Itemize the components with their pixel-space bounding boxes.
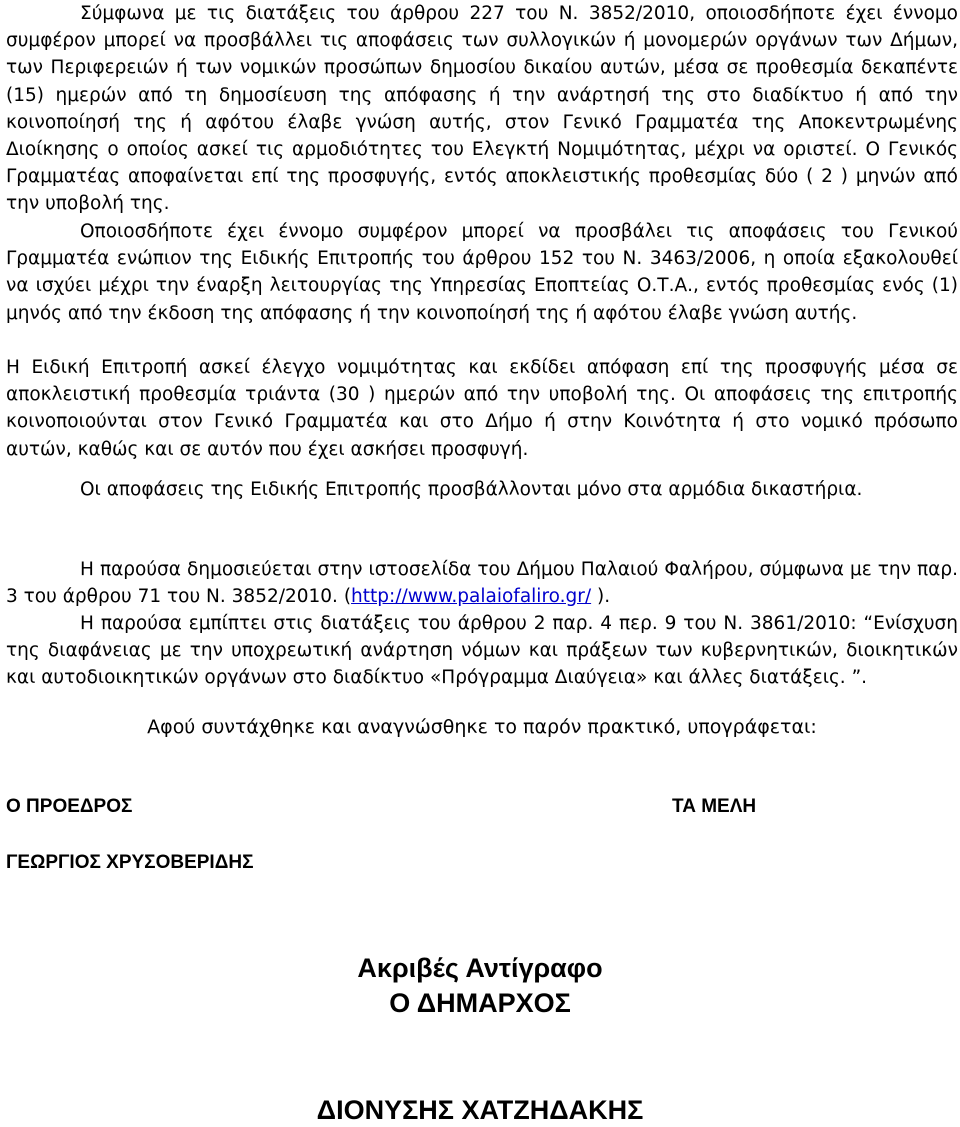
mayor-name: ΔΙΟΝΥΣΗΣ ΧΑΤΖΗΔΑΚΗΣ — [316, 1095, 644, 1125]
president-name: ΓΕΩΡΓΙΟΣ ΧΡΥΣΟΒΕΡΙΔΗΣ — [6, 852, 254, 873]
publication-text: Η παρούσα δημοσιεύεται στην ιστοσελίδα του Δήμου Παλαιού Φαλήρου, σύμφωνα με την παρ. 3 του άρθρου 71 του Ν. 3852/2010. ( — [6, 559, 958, 608]
paragraph-publication-notice — [6, 556, 958, 610]
paragraph-diavgeia-notice: Η παρούσα εμπίπτει στις διατάξεις του άρθρου 2 παρ. 4 περ. 9 του Ν. 3861/2010: “Ενίσχυση της διαφάνειας με την υποχρεωτική ανάρτηση νόμων και πράξεων των κυβερνητικών, διοικητικών και αυτοδιοικητικών οργάνων στο διαδίκτυο «Πρόγραμμα Διαύγεια» και άλλες διατάξεις. ”. — [6, 613, 958, 689]
paragraph-court-appeal: Οι αποφάσεις της Ειδικής Επιτροπής προσβάλλονται μόνο στα αρμόδια δικαστήρια. — [80, 479, 863, 500]
closing-statement: Αφού συντάχθηκε και αναγνώσθηκε το παρόν πρακτικό, υπογράφεται: — [147, 716, 817, 738]
municipality-website-link[interactable]: http://www.palaiofaliro.gr/ — [351, 586, 592, 608]
paragraph-appeal-deadline: Σύμφωνα με τις διατάξεις του άρθρου 227 του Ν. 3852/2010, οποιοσδήποτε έχει έννομο συμφέρον μπορεί να προσβάλλει τις αποφάσεις των συλλογικών ή μονομερών οργάνων των Δήμων, των Περιφερειών ή των νομικών προσώπων δημοσίου δικαίου αυτών, μέσα σε προθεσμία δεκαπέντε (15) ημερών από τη δημοσίευση της απόφασης ή την ανάρτησή της στο διαδίκτυο ή από την κοινοποίησή της ή αφότου έλαβε γνώση αυτής, στον Γενικό Γραμματέα της Αποκεντρωμένης Διοίκησης ο οποίος ασκεί τις αρμοδιότητες του Ελεγκτή Νομιμότητας, μέχρι να οριστεί. Ο Γενικός Γραμματέας αποφαίνεται επί της προσφυγής, εντός αποκλειστικής προθεσμίας δύο ( 2 ) μηνών από την υποβολή της. — [6, 3, 958, 215]
paragraph-committee-review: Η Ειδική Επιτροπή ασκεί έλεγχο νομιμότητας και εκδίδει απόφαση επί της προσφυγής μέσα σε αποκλειστική προθεσμία τριάντα (30 ) ημερών από την υποβολή της. Οι αποφάσεις της επιτροπής κοινοποιούνται στον Γενικό Γραμματέα και στο Δήμο ή στην Κοινότητα ή στο νομικό πρόσωπο αυτών, καθώς και σε αυτόν που έχει ασκήσει προσφυγή. — [6, 357, 958, 460]
mayor-title: Ο ΔΗΜΑΡΧΟΣ — [389, 988, 571, 1018]
president-label: Ο ΠΡΟΕΔΡΟΣ — [6, 796, 133, 817]
members-label: ΤΑ ΜΕΛΗ — [672, 796, 757, 817]
publication-text-end: ). — [591, 586, 611, 608]
paragraph-special-committee-appeal: Οποιοσδήποτε έχει έννομο συμφέρον μπορεί να προσβάλει τις αποφάσεις του Γενικού Γραμματέα ενώπιον της Ειδικής Επιτροπής του άρθρου 152 του Ν. 3463/2006, η οποία εξακολουθεί να ισχύει μέχρι την έναρξη λειτουργίας της Υπηρεσίας Εποπτείας Ο.Τ.Α., εντός προθεσμίας ενός (1) μηνός από την έκδοση της απόφασης ή την κοινοποίησή της ή αφότου έλαβε γνώση αυτής. — [6, 221, 958, 324]
certified-copy-heading: Ακριβές Αντίγραφο — [357, 953, 603, 983]
